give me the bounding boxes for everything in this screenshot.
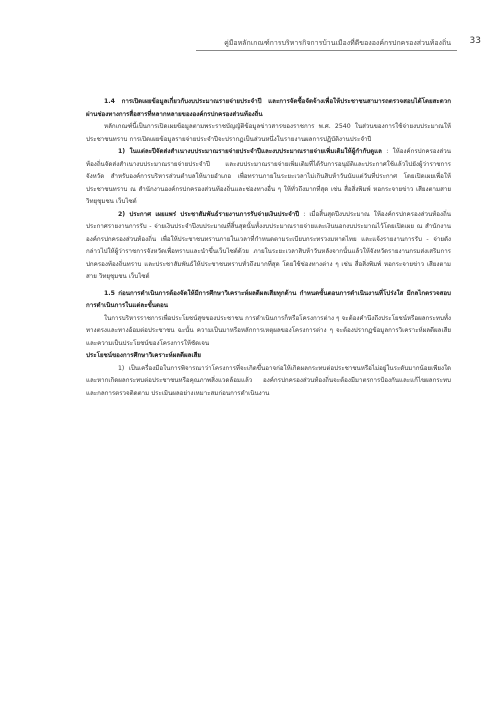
running-title: คู่มือหลักเกณฑ์การบริหารกิจการบ้านเมืองที่ดีขององค์กรปกครองส่วนท้องถิ่น [224, 39, 451, 47]
list-item: 1) เป็นเครื่องมือในการพิจารณาว่าโครงการที่จะเกิดขึ้นอาจก่อให้เกิดผลกระทบต่อประชาชนหรือไม่อยู่ในระดับมากน้อยเพียงใด และหากเกิดผลกระทบต่อประชาชนหรือคุณภาพสิ่งแวดล้อมแล้ว องค์กรปกครองส่วนท้องถิ่นจะต้องมีมาตรการป้องกันและแก้ไขผลกระทบ และกลการตรวจติดตาม ประเมินผลอย่างเหมาะสมก่อนการดำเนินงาน [86, 364, 451, 397]
paragraph: หลักเกณฑ์นี้เป็นการเปิดเผยข้อมูลตามพระราชบัญญัติข้อมูลข่าวสารของราชการ พ.ศ. 2540 ในส่วนของการใช้จ่ายงบประมาณให้ประชาชนทราบ การเปิดเผยข้อมูลรายจ่ายประจำปีจะปรากฏเป็นส่วนหนึ่งในรายงานผลการปฏิบัติงานประจำปี [86, 123, 451, 143]
list-item-title: 2) ประกาศ เผยแพร่ ประชาสัมพันธ์รายงานการรับจ่ายเงินประจำปี [118, 210, 300, 218]
header-rule [196, 50, 457, 51]
document-body [86, 96, 451, 400]
list-item-title: 1) ในแต่ละปีจัดส่งสำเนางบประมาณรายจ่ายประจำปีและงบประมาณรายจ่ายเพิ่มเติมให้ผู้กำกับดูแล [118, 148, 382, 155]
sub-heading: ประโยชน์ของการศึกษาวิเคราะห์ผลดีผลเสีย [86, 352, 201, 359]
list-item [86, 209, 451, 284]
section-heading-1-5: 1.5 ก่อนการดำเนินการต้องจัดให้มีการศึกษาวิเคราะห์ผลดีผลเสียทุกด้าน กำหนดขั้นตอนการดำเนินงานที่โปร่งใส มีกลไกตรวจสอบการดำเนินการในแต่ละขั้นตอน [86, 289, 451, 309]
page-number: 33 [469, 36, 481, 46]
paragraph: ในการบริหารราชการเพื่อประโยชน์สุขของประชาชน การดำเนินการก็หรือโครงการต่าง ๆ จะต้องคำนึงถึงประโยชน์หรือผลกระทบทั้งทางตรงและทางอ้อมต่อประชาชน ฉะนั้น ความเป็นมาหรือหลักการเหตุผลของโครงการต่าง ๆ จะต้องปรากฏข้อมูลการวิเคราะห์ผลดีผลเสียและความเป็นประโยชน์ของโครงการให้ชัดเจน [86, 314, 451, 347]
page-header [0, 36, 497, 52]
section-heading-1-4: 1.4 การเปิดเผยข้อมูลเกี่ยวกับงบประมาณรายจ่ายประจำปี และการจัดซื้อจัดจ้างเพื่อให้ประชาชนสามารถตรวจสอบได้โดยสะดวก ผ่านช่องทางการสื่อสารที่หลากหลายขององค์กรปกครองส่วนท้องถิ่น [86, 98, 451, 118]
list-item [86, 146, 451, 209]
list-item-body: : เมื่อสิ้นสุดปีงบประมาณ ให้องค์กรปกครองส่วนท้องถิ่นประกาศรายงานการรับ - จ่ายเงินประจำปีงบประมาณที่สิ้นสุดนั้นทั้งงบประมาณรายจ่ายและเงินนอกงบประมาณไว้โดยเปิดเผย ณ สำนักงานองค์กรปกครองส่วนท้องถิ่น เพื่อให้ประชาชนทราบภายในเวลาที่กำหนดตามระเบียบกระทรวงมหาดไทย และแจ้งรายงานการรับ - จ่ายดังกล่าวไปให้ผู้ว่าราชการจังหวัดเพื่อทราบและนำขึ้นเว็บไซต์ด้วย ภายในระยะเวลาสิบห้าวันหลังจากนั้นแล้วให้จังหวัดรายงานกรมส่งเสริมการปกครองท้องถิ่นทราบ และประชาสัมพันธ์ให้ประชาชนทราบทั่วถึงมากที่สุด โดยใช้ช่องทางต่าง ๆ เช่น สื่อสิ่งพิมพ์ หอกระจายข่าว เสียงตามสาย วิทยุชุมชน เว็บไซต์ [86, 210, 452, 280]
list-item-body: : ให้องค์กรปกครองส่วนท้องถิ่นจัดส่งสำเนางบประมาณรายจ่ายประจำปี และงบประมาณรายจ่ายเพิ่มเติมที่ได้รับการอนุมัติและประกาศใช้แล้วไปยังผู้ว่าราชการจังหวัด สำหรับองค์การบริหารส่วนตำบลให้นายอำเภอ เพื่อทราบภายในระยะเวลาไม่เกินสิบห้าวันนับแต่วันที่ประกาศ โดยเปิดเผยเพื่อให้ประชาชนทราบ ณ สำนักงานองค์กรปกครองส่วนท้องถิ่นและช่องทางอื่น ๆ ให้ทั่วถึงมากที่สุด เช่น สื่อสิ่งพิมพ์ หอกระจายข่าว เสียงตามสาย วิทยุชุมชน เว็บไซต์ [86, 148, 451, 205]
